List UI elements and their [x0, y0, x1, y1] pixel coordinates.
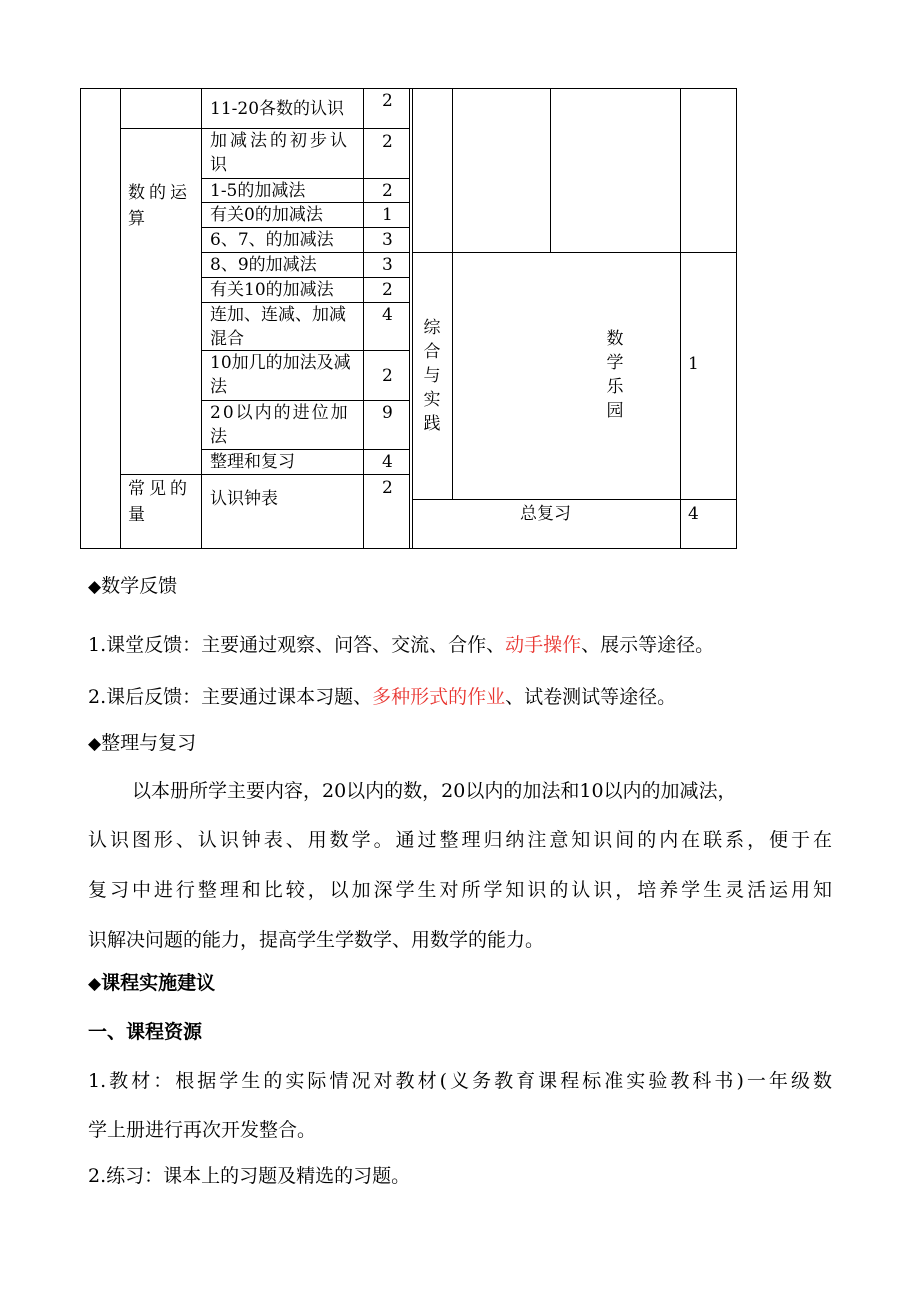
topic-cell: 11-20各数的认识 — [210, 99, 345, 119]
practice-label: 综合与实践 — [423, 318, 441, 434]
highlight-text: 动手操作 — [505, 634, 582, 656]
diamond-bullet-icon: ◆ — [88, 734, 102, 754]
topic-cell: 连加、连减、加减混合 — [210, 305, 346, 349]
hours-cell: 1 — [382, 205, 393, 225]
hours-cell: 2 — [382, 280, 393, 300]
practice-hours: 1 — [688, 354, 699, 374]
hours-cell: 2 — [382, 91, 393, 111]
feedback-item-1: 1.课堂反馈：主要通过观察、问答、交流、合作、动手操作、展示等途径。 — [88, 634, 715, 656]
review-line-1: 以本册所学主要内容，20以内的数，20以内的加法和10以内的加减法， — [132, 780, 737, 802]
diamond-bullet-icon: ◆ — [88, 577, 102, 597]
diamond-bullet-icon: ◆ — [88, 974, 102, 994]
hours-cell: 2 — [382, 181, 393, 201]
practice-topic: 数学乐园 — [606, 329, 624, 421]
review-line-3: 复习中进行整理和比较，以加深学生对所学知识的认识，培养学生灵活运用知 — [88, 879, 832, 901]
hours-cell: 3 — [382, 230, 393, 250]
topic-cell: 20以内的进位加法 — [210, 403, 350, 447]
hours-cell: 9 — [382, 403, 393, 423]
topic-cell: 10加几的加法及减法 — [210, 353, 351, 397]
review-label: 总复习 — [520, 504, 571, 524]
review-line-2: 认识图形、认识钟表、用数学。通过整理归纳注意知识间的内在联系，便于在 — [88, 829, 832, 851]
resources-item-1-line-2: 学上册进行再次开发整合。 — [88, 1119, 317, 1141]
review-hours: 4 — [688, 504, 699, 524]
topic-cell: 1-5的加减法 — [210, 181, 306, 201]
topic-cell: 6、7、的加减法 — [210, 230, 334, 250]
feedback-heading: ◆数学反馈 — [88, 575, 178, 597]
topic-cell: 8、9的加减法 — [210, 255, 317, 275]
highlight-text: 多种形式的作业 — [372, 686, 506, 708]
hours-cell: 4 — [382, 452, 393, 472]
review-heading: ◆整理与复习 — [88, 732, 197, 754]
hours-cell: 2 — [382, 132, 393, 152]
topic-cell: 有关0的加减法 — [210, 205, 323, 225]
group-label-arithmetic: 数的运算 — [128, 183, 191, 229]
resources-item-2: 2.练习：课本上的习题及精选的习题。 — [88, 1165, 411, 1187]
resources-item-1-line-1: 1.教材：根据学生的实际情况对教材(义务教育课程标准实验教科书)一年级数 — [88, 1070, 832, 1092]
topic-cell: 认识钟表 — [210, 489, 278, 509]
resources-subheading: 一、课程资源 — [88, 1021, 203, 1043]
implementation-heading: ◆课程实施建议 — [88, 972, 216, 994]
topic-cell: 整理和复习 — [210, 452, 295, 472]
hours-cell: 2 — [382, 366, 393, 386]
topic-cell: 加减法的初步认识 — [210, 131, 350, 175]
review-line-4: 识解决问题的能力，提高学生学数学、用数学的能力。 — [88, 929, 545, 951]
group-label-measurement: 常见的量 — [128, 479, 191, 525]
hours-cell: 4 — [382, 305, 393, 325]
hours-cell: 3 — [382, 255, 393, 275]
feedback-item-2: 2.课后反馈：主要通过课本习题、多种形式的作业、试卷测试等途径。 — [88, 686, 677, 708]
topic-cell: 有关10的加减法 — [210, 280, 334, 300]
hours-cell: 2 — [382, 478, 393, 498]
